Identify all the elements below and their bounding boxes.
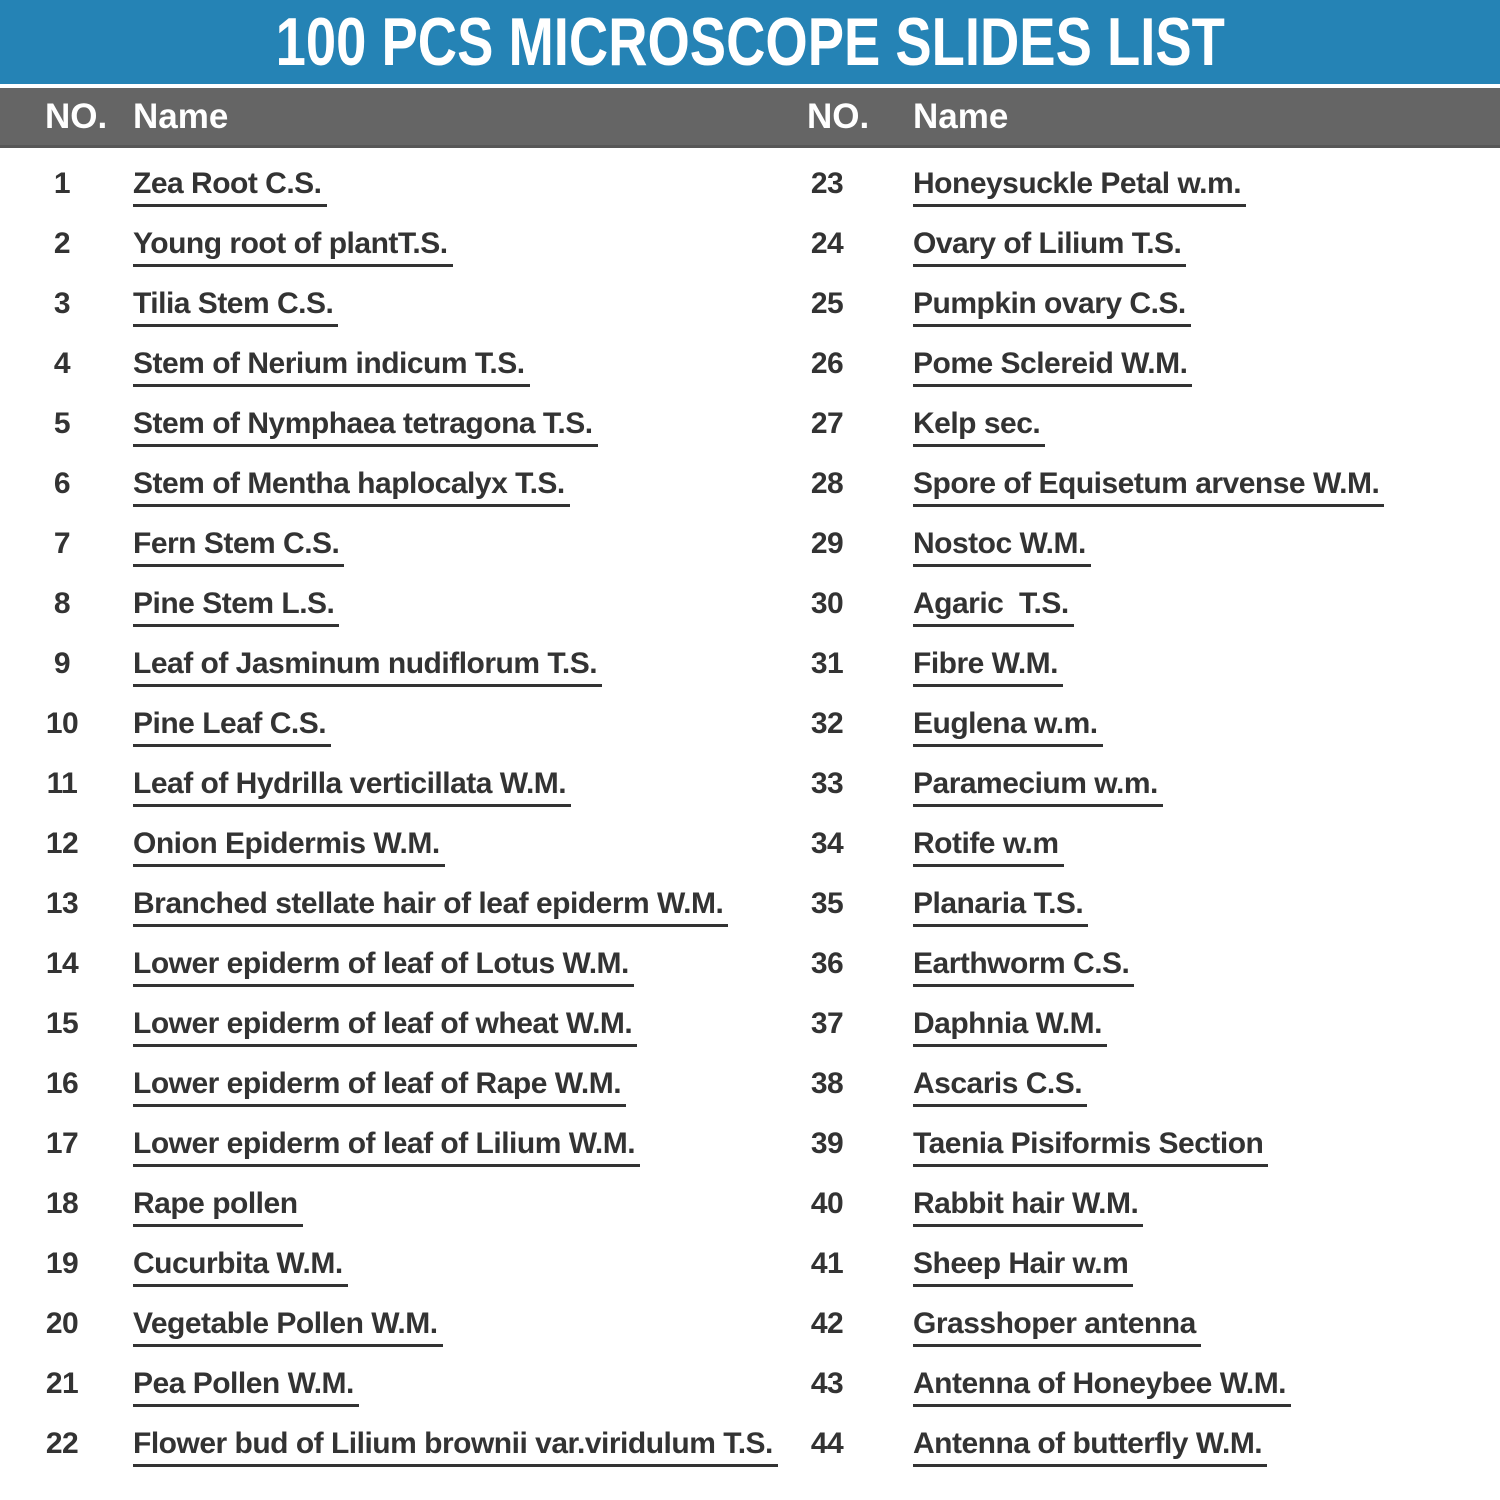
table-row — [0, 816, 1500, 876]
slide-number: 23 — [810, 167, 844, 200]
table-row — [0, 1116, 1500, 1176]
slide-name-cell — [124, 876, 790, 936]
slide-number: 16 — [45, 1067, 79, 1100]
slide-number: 3 — [53, 287, 71, 320]
slide-name-cell — [124, 696, 790, 756]
slide-name-cell — [864, 336, 1500, 396]
slide-number: 22 — [45, 1427, 79, 1460]
slide-number: 39 — [810, 1127, 844, 1160]
slide-name: Tilia Stem C.S. — [133, 287, 338, 327]
table-row — [0, 636, 1500, 696]
slide-name: Ascaris C.S. — [913, 1067, 1087, 1107]
slide-name-cell — [864, 396, 1500, 456]
slide-name-cell — [124, 1056, 790, 1116]
slide-name-cell — [864, 636, 1500, 696]
table-row — [0, 216, 1500, 276]
slide-name: Kelp sec. — [913, 407, 1045, 447]
slide-name: Flower bud of Lilium brownii var.viridulum T.S. — [133, 1427, 778, 1467]
table-row — [0, 1296, 1500, 1356]
slide-name-cell — [864, 1296, 1500, 1356]
slide-number: 34 — [810, 827, 844, 860]
slide-name: Rotife w.m — [913, 827, 1064, 867]
slide-number: 38 — [810, 1067, 844, 1100]
slides-table-body — [0, 148, 1500, 1476]
table-row — [0, 1356, 1500, 1416]
slide-name: Lower epiderm of leaf of Lilium W.M. — [133, 1127, 640, 1167]
column-header-name-left: Name — [133, 97, 229, 136]
slide-name-cell — [124, 516, 790, 576]
slide-number: 13 — [45, 887, 79, 920]
table-row — [0, 1176, 1500, 1236]
slide-number: 18 — [45, 1187, 79, 1220]
slide-name-cell — [864, 1056, 1500, 1116]
slide-name-cell — [864, 876, 1500, 936]
slide-number: 15 — [45, 1007, 79, 1040]
slide-number: 35 — [810, 887, 844, 920]
slide-number: 24 — [810, 227, 844, 260]
slide-name-cell — [124, 576, 790, 636]
slide-name: Lower epiderm of leaf of Rape W.M. — [133, 1067, 626, 1107]
slide-name-cell — [864, 1236, 1500, 1296]
slide-number: 27 — [810, 407, 844, 440]
slide-name-cell — [124, 156, 790, 216]
slide-number: 1 — [53, 167, 71, 200]
slide-number: 37 — [810, 1007, 844, 1040]
slide-name: Spore of Equisetum arvense W.M. — [913, 467, 1384, 507]
slide-name-cell — [864, 1116, 1500, 1176]
table-row — [0, 396, 1500, 456]
table-row — [0, 336, 1500, 396]
slide-number: 19 — [45, 1247, 79, 1280]
slide-name-cell — [864, 1176, 1500, 1236]
slide-name: Young root of plantT.S. — [133, 227, 453, 267]
slide-number: 20 — [45, 1307, 79, 1340]
slide-number: 8 — [53, 587, 71, 620]
slide-name: Cucurbita W.M. — [133, 1247, 348, 1287]
slide-name-cell — [124, 456, 790, 516]
table-row — [0, 1056, 1500, 1116]
slide-name-cell — [124, 396, 790, 456]
slide-name-cell — [124, 1176, 790, 1236]
slide-name: Sheep Hair w.m — [913, 1247, 1133, 1287]
slide-number: 42 — [810, 1307, 844, 1340]
slide-number: 25 — [810, 287, 844, 320]
slide-name: Pome Sclereid W.M. — [913, 347, 1192, 387]
slide-number: 40 — [810, 1187, 844, 1220]
table-row — [0, 156, 1500, 216]
slide-name: Fern Stem C.S. — [133, 527, 344, 567]
column-header-name-right: Name — [913, 97, 1009, 136]
slide-name-cell — [864, 156, 1500, 216]
column-header-no-left: NO. — [45, 97, 108, 136]
slide-number: 17 — [45, 1127, 79, 1160]
table-row — [0, 456, 1500, 516]
slide-name: Pumpkin ovary C.S. — [913, 287, 1191, 327]
slide-number: 32 — [810, 707, 844, 740]
column-header-no-right: NO. — [807, 97, 870, 136]
slide-name-cell — [124, 996, 790, 1056]
table-row — [0, 1236, 1500, 1296]
slide-number: 2 — [53, 227, 71, 260]
slide-number: 41 — [810, 1247, 844, 1280]
slide-name: Leaf of Jasminum nudiflorum T.S. — [133, 647, 602, 687]
title-bar — [0, 0, 1500, 84]
slide-number: 12 — [45, 827, 79, 860]
slide-name: Lower epiderm of leaf of Lotus W.M. — [133, 947, 634, 987]
table-row — [0, 756, 1500, 816]
slide-name: Pine Stem L.S. — [133, 587, 339, 627]
slide-number: 11 — [46, 767, 78, 800]
slide-name: Onion Epidermis W.M. — [133, 827, 445, 867]
slide-number: 9 — [53, 647, 71, 680]
slide-name: Planaria T.S. — [913, 887, 1088, 927]
slide-number: 26 — [810, 347, 844, 380]
slide-name: Taenia Pisiformis Section — [913, 1127, 1268, 1167]
table-row — [0, 1416, 1500, 1476]
slide-name: Ovary of Lilium T.S. — [913, 227, 1186, 267]
slide-name-cell — [124, 636, 790, 696]
slide-name-cell — [124, 216, 790, 276]
slide-name: Antenna of Honeybee W.M. — [913, 1367, 1291, 1407]
slide-name: Rabbit hair W.M. — [913, 1187, 1143, 1227]
slide-number: 33 — [810, 767, 844, 800]
slide-name-cell — [864, 696, 1500, 756]
slide-number: 21 — [45, 1367, 79, 1400]
slide-name-cell — [864, 456, 1500, 516]
slide-name: Grasshoper antenna — [913, 1307, 1201, 1347]
slide-name: Stem of Nymphaea tetragona T.S. — [133, 407, 598, 447]
slide-name: Leaf of Hydrilla verticillata W.M. — [133, 767, 571, 807]
slide-name-cell — [124, 1356, 790, 1416]
slide-number: 30 — [810, 587, 844, 620]
slide-number: 31 — [810, 647, 844, 680]
slide-name-cell — [864, 1356, 1500, 1416]
table-row — [0, 936, 1500, 996]
slide-number: 7 — [53, 527, 71, 560]
slide-name-cell — [864, 936, 1500, 996]
slide-name-cell — [124, 1236, 790, 1296]
slide-name: Branched stellate hair of leaf epiderm W.M. — [133, 887, 728, 927]
slide-name-cell — [124, 276, 790, 336]
page-title: 100 PCS MICROSCOPE SLIDES LIST — [275, 4, 1225, 80]
slide-name-cell — [864, 516, 1500, 576]
slide-name-cell — [864, 576, 1500, 636]
slide-name: Euglena w.m. — [913, 707, 1103, 747]
slide-name-cell — [124, 936, 790, 996]
slide-name-cell — [124, 336, 790, 396]
slide-number: 44 — [810, 1427, 844, 1460]
table-row — [0, 276, 1500, 336]
slide-name-cell — [864, 816, 1500, 876]
table-row — [0, 576, 1500, 636]
slide-number: 10 — [45, 707, 79, 740]
column-header-bar — [0, 88, 1500, 148]
slide-name-cell — [124, 1296, 790, 1356]
slide-name: Antenna of butterfly W.M. — [913, 1427, 1267, 1467]
slide-name-cell — [864, 996, 1500, 1056]
slide-name: Stem of Mentha haplocalyx T.S. — [133, 467, 570, 507]
slide-name-cell — [864, 756, 1500, 816]
slide-number: 14 — [45, 947, 79, 980]
slide-name: Agaric T.S. — [913, 587, 1074, 627]
slide-number: 36 — [810, 947, 844, 980]
table-row — [0, 696, 1500, 756]
slide-number: 28 — [810, 467, 844, 500]
slide-name: Honeysuckle Petal w.m. — [913, 167, 1246, 207]
slide-name-cell — [124, 816, 790, 876]
slide-name: Pine Leaf C.S. — [133, 707, 331, 747]
slide-name-cell — [124, 1116, 790, 1176]
slide-name: Rape pollen — [133, 1187, 303, 1227]
slide-name: Earthworm C.S. — [913, 947, 1134, 987]
slide-number: 5 — [53, 407, 71, 440]
slide-number: 43 — [810, 1367, 844, 1400]
table-row — [0, 876, 1500, 936]
slide-name-cell — [864, 1416, 1500, 1476]
table-row — [0, 996, 1500, 1056]
slide-name: Nostoc W.M. — [913, 527, 1091, 567]
slide-name: Paramecium w.m. — [913, 767, 1163, 807]
slide-name-cell — [864, 276, 1500, 336]
slide-number: 4 — [53, 347, 71, 380]
slide-name: Lower epiderm of leaf of wheat W.M. — [133, 1007, 637, 1047]
slide-name: Fibre W.M. — [913, 647, 1063, 687]
slide-number: 6 — [53, 467, 71, 500]
slide-name: Daphnia W.M. — [913, 1007, 1107, 1047]
slide-name: Vegetable Pollen W.M. — [133, 1307, 443, 1347]
slide-name: Stem of Nerium indicum T.S. — [133, 347, 530, 387]
table-row — [0, 516, 1500, 576]
slide-name-cell — [124, 1416, 790, 1476]
slide-name: Pea Pollen W.M. — [133, 1367, 359, 1407]
slide-number: 29 — [810, 527, 844, 560]
slide-name-cell — [124, 756, 790, 816]
slide-name: Zea Root C.S. — [133, 167, 327, 207]
slide-name-cell — [864, 216, 1500, 276]
